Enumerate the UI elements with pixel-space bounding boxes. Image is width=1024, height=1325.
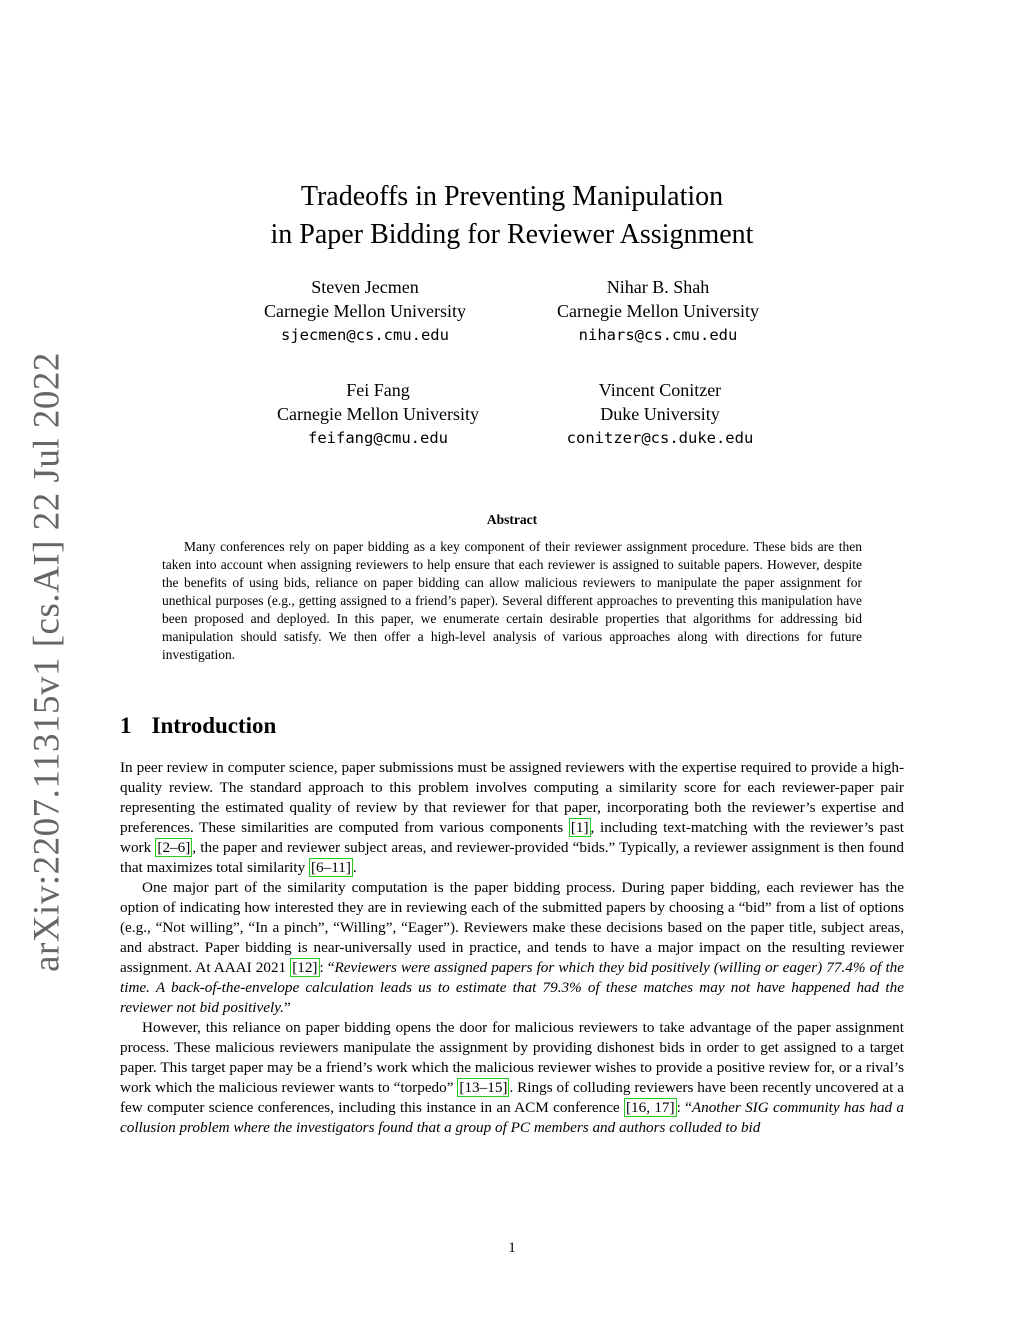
author-affiliation: Carnegie Mellon University	[264, 301, 466, 321]
abstract-heading: Abstract	[486, 512, 538, 527]
paragraph: In peer review in computer science, paper submissions must be assigned reviewers with the expertise required to provide a high-quality review. The standard approach to this problem involves computing a similarity score for each reviewer-paper pair representing the estimated quality of review by that reviewer for that paper, incorporating both the reviewer’s expertise and preferences. These similarities are computed from various components [1] , including text-matching with the reviewer’s past work [2–6] , the paper and reviewer subject areas, and reviewer-provided “bids.” Typically, a reviewer assignment is then found that maximizes total similarity [6–11] .	[120, 759, 904, 876]
paragraph: One major part of the similarity computation is the paper bidding process. During paper bidding, each reviewer has the option of indicating how interested they are in reviewing each of the submitted papers by choosing a “bid” from a list of options (e.g., “Not willing”, “In a pinch”, “Willing”, “Eager”). Reviewers make these decisions based on the paper title, subject areas, and abstract. Paper bidding is near-universally used in practice, and tends to have a major impact on the resulting reviewer assignment. At AAAI 2021 [12] : “Reviewers were assigned papers for which they bid positively (willing or eager) 77.4% of the time. A back-of-the-envelope calculation leads us to estimate that 79.3% of these matches may not have happened had the reviewer not bid positively.”	[120, 879, 904, 1016]
quote: Another SIG community has had a collusion problem where the investigators found that a group of PC members and authors colluded to bid	[120, 1099, 904, 1136]
arxiv-identifier: arXiv:2207.11315v1 [cs.AI] 22 Jul 2022	[26, 352, 68, 972]
paper-title	[0, 178, 1024, 254]
citation-link[interactable]: [13–15]	[459, 1079, 508, 1096]
author-affiliation: Duke University	[600, 404, 720, 424]
author-email[interactable]: conitzer@cs.duke.edu	[566, 429, 754, 447]
page-number: 1	[508, 1240, 516, 1256]
title-line-1: Tradeoffs in Preventing Manipulation	[300, 181, 724, 212]
citation-link[interactable]: [16, 17]	[625, 1099, 675, 1116]
body-text	[120, 758, 904, 1138]
author-email[interactable]: sjecmen@cs.cmu.edu	[281, 326, 449, 344]
author-email[interactable]: feifang@cmu.edu	[308, 429, 448, 447]
citation-link[interactable]: [2–6]	[157, 839, 191, 856]
author-block	[228, 378, 528, 450]
title-line-2: in Paper Bidding for Reviewer Assignment	[270, 219, 754, 250]
author-name: Vincent Conitzer	[598, 380, 722, 400]
author-email[interactable]: nihars@cs.cmu.edu	[578, 326, 738, 344]
paragraph: However, this reliance on paper bidding opens the door for malicious reviewers to take advantage of the paper assignment process. These malicious reviewers manipulate the assignment by providing dishonest bids in order to get assigned to a target paper. This target paper may be a friend’s work which the malicious reviewer wishes to provide a positive review for, or a rival’s work which the malicious reviewer wants to “torpedo” [13–15] . Rings of colluding reviewers have been recently uncovered at a few computer science conferences, including this instance in an ACM conference [16, 17] : “Another SIG community has had a collusion problem where the investigators found that a group of PC members and authors colluded to bid	[120, 1019, 904, 1136]
author-name: Steven Jecmen	[311, 277, 419, 297]
author-affiliation: Carnegie Mellon University	[557, 301, 759, 321]
author-block	[510, 378, 810, 450]
author-name: Nihar B. Shah	[606, 277, 710, 297]
section-heading	[120, 713, 276, 739]
section-title: Introduction	[151, 713, 277, 738]
section-number: 1	[120, 713, 132, 738]
quote: Reviewers were assigned papers for which they bid positively (willing or eager) 77.4% of the time. A back-of-the-envelope calculation leads us to estimate that 79.3% of these matches may not have happened had the reviewer not bid positively.	[120, 959, 904, 1016]
author-block	[508, 275, 808, 347]
abstract-text: Many conferences rely on paper bidding as a key component of their reviewer assignment procedure. These bids are then taken into account when assigning reviewers to help ensure that each reviewer is assigned to suitable papers. However, despite the benefits of using bids, reliance on paper bidding can allow malicious reviewers to manipulate the paper assignment for unethical purposes (e.g., getting assigned to a friend’s paper). Several different approaches to preventing this manipulation have been proposed and deployed. In this paper, we enumerate certain desirable properties that algorithms for addressing bid manipulation should satisfy. We then offer a high-level analysis of various approaches along with directions for future investigation.	[162, 539, 862, 662]
citation-link[interactable]: [12]	[292, 959, 318, 976]
author-affiliation: Carnegie Mellon University	[277, 404, 479, 424]
author-name: Fei Fang	[346, 380, 410, 400]
author-block	[215, 275, 515, 347]
citation-link[interactable]: [6–11]	[310, 859, 351, 876]
citation-link[interactable]: [1]	[570, 819, 589, 836]
